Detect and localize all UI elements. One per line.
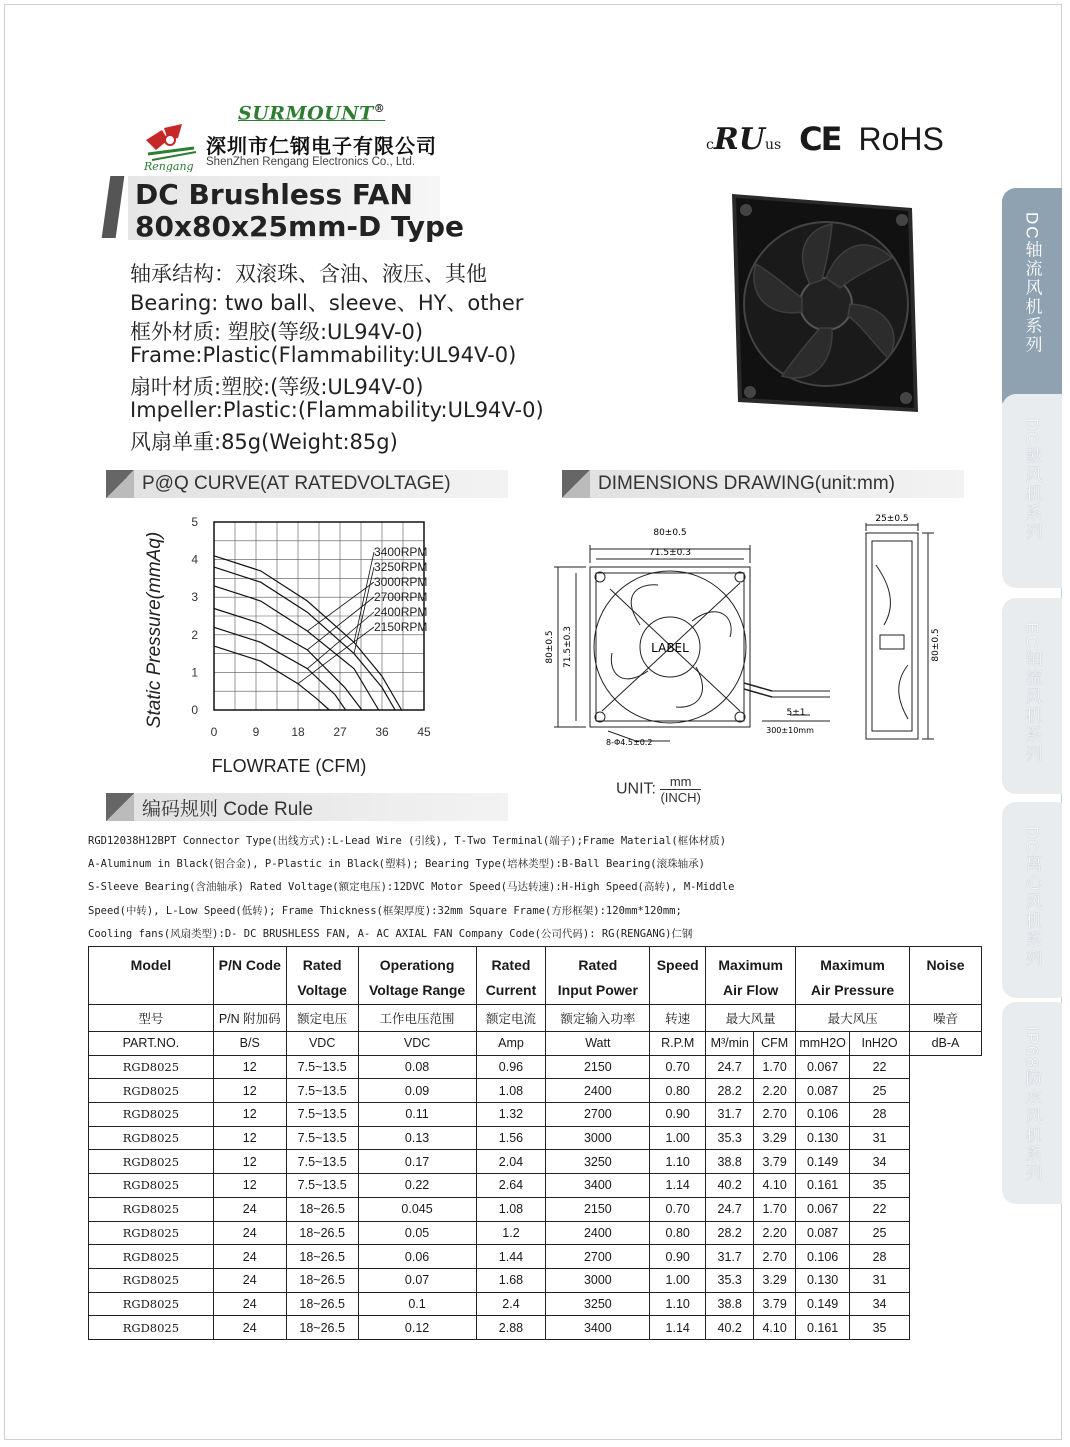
model-cell: RGD8025	[89, 1126, 214, 1150]
table-cell: 2400	[546, 1079, 650, 1103]
table-cell: 2.4	[476, 1292, 546, 1316]
table-cell: 12	[213, 1103, 286, 1127]
company-name-en: ShenZhen Rengang Electronics Co., Ltd.	[206, 156, 416, 168]
table-cell: 12	[213, 1126, 286, 1150]
table-cell: 2150	[546, 1055, 650, 1079]
spec-line: 扇叶材质:塑胶:(等级:UL94V-0)	[130, 375, 424, 399]
table-cell: 0.12	[358, 1316, 476, 1340]
table-cell: 0.149	[796, 1292, 850, 1316]
table-cell: 2.70	[754, 1245, 796, 1269]
code-rule-header: 编码规则 Code Rule	[106, 793, 508, 821]
table-cell: 0.087	[796, 1079, 850, 1103]
table-cell: 1.14	[650, 1316, 706, 1340]
model-cell: RGD8025	[89, 1197, 214, 1221]
model-cell: RGD8025	[89, 1316, 214, 1340]
table-cell: 28.2	[706, 1079, 754, 1103]
code-rule-line: Cooling fans(风扇类型):D- DC BRUSHLESS FAN, A- AC AXIAL FAN Company Code(公司代码): RG(RENGANG)仁钢	[88, 928, 693, 940]
table-cell: 25	[850, 1079, 910, 1103]
tab-dc-axial-fan[interactable]: DC轴流风机系列	[1002, 188, 1062, 414]
unit-note: UNIT: mm (INCH)	[616, 774, 701, 805]
table-cell: 31.7	[706, 1245, 754, 1269]
table-cell: 0.106	[796, 1245, 850, 1269]
table-cell: 0.05	[358, 1221, 476, 1245]
table-cell: 35.3	[706, 1126, 754, 1150]
spec-line: Frame:Plastic(Flammability:UL94V-0)	[130, 343, 517, 367]
table-units-row	[89, 1032, 982, 1056]
table-cell: 35.3	[706, 1268, 754, 1292]
table-cell: 3400	[546, 1174, 650, 1198]
x-tick-label: 36	[375, 725, 389, 739]
unit-cell: mmH2O	[796, 1032, 850, 1056]
table-cell: 0.13	[358, 1126, 476, 1150]
tab-dc-blower[interactable]: DC鼓风机系列	[1002, 394, 1062, 588]
table-cell: 0.08	[358, 1055, 476, 1079]
col-header-voltage-range: Operationg Voltage Range	[358, 947, 476, 1005]
col-header-cn: 转速	[650, 1005, 706, 1032]
table-cell: 0.80	[650, 1221, 706, 1245]
table-cell: 2700	[546, 1245, 650, 1269]
table-cell: 3.29	[754, 1126, 796, 1150]
table-cell: 0.06	[358, 1245, 476, 1269]
table-cell: 34	[850, 1150, 910, 1174]
x-tick-label: 27	[333, 725, 347, 739]
spec-line: Impeller:Plastic:(Flammability:UL94V-0)	[130, 398, 544, 422]
table-cell: 2.04	[476, 1150, 546, 1174]
table-cell: 0.149	[796, 1150, 850, 1174]
table-cell: 0.96	[476, 1055, 546, 1079]
model-cell: RGD8025	[89, 1221, 214, 1245]
table-cell: 0.70	[650, 1055, 706, 1079]
code-rule-line: Speed(中转), L-Low Speed(低转); Frame Thickness(框架厚度):32mm Square Frame(方形框架):120mm*120mm;	[88, 905, 682, 917]
table-cell: 38.8	[706, 1150, 754, 1174]
table-cell: 1.00	[650, 1126, 706, 1150]
spec-line: 框外材质: 塑胶(等级:UL94V-0)	[130, 320, 424, 344]
table-cell: 7.5~13.5	[286, 1079, 358, 1103]
section-marker-icon	[106, 470, 134, 498]
table-cell: 4.10	[754, 1316, 796, 1340]
table-cell: 0.90	[650, 1103, 706, 1127]
table-row	[89, 1245, 982, 1269]
series-line	[214, 646, 329, 710]
table-cell: 28	[850, 1245, 910, 1269]
tab-ec-axial-fan[interactable]: EC轴流风机系列	[1002, 598, 1062, 794]
pq-curve-header: P@Q CURVE(AT RATEDVOLTAGE)	[106, 470, 508, 498]
table-cell: 31	[850, 1268, 910, 1292]
table-cell: 0.087	[796, 1221, 850, 1245]
table-row	[89, 1055, 982, 1079]
col-header-air-pressure: Maximum Air Pressure	[796, 947, 910, 1005]
table-cell: 0.161	[796, 1174, 850, 1198]
table-cell: 0.067	[796, 1197, 850, 1221]
table-cell: 18~26.5	[286, 1268, 358, 1292]
table-cell: 35	[850, 1316, 910, 1340]
dim-top-width: 80±0.5	[653, 528, 687, 538]
table-cell: 1.70	[754, 1055, 796, 1079]
table-cell: 3.79	[754, 1292, 796, 1316]
col-header-pn-code: P/N Code	[213, 947, 286, 1005]
table-cell: 18~26.5	[286, 1292, 358, 1316]
table-cell: 0.130	[796, 1126, 850, 1150]
table-cell: 28.2	[706, 1221, 754, 1245]
table-row	[89, 1316, 982, 1340]
table-cell: 0.70	[650, 1197, 706, 1221]
spec-line: 轴承结构：双滚珠、含油、液压、其他	[130, 262, 487, 286]
col-header-model: Model	[89, 947, 214, 1005]
table-row	[89, 1292, 982, 1316]
table-cell: 4.10	[754, 1174, 796, 1198]
table-cell: 0.80	[650, 1079, 706, 1103]
company-name-cn: 深圳市仁钢电子有限公司	[206, 134, 437, 158]
model-cell: RGD8025	[89, 1268, 214, 1292]
unit-cell: R.P.M	[650, 1032, 706, 1056]
table-cell: 18~26.5	[286, 1197, 358, 1221]
unit-cell: dB-A	[910, 1032, 982, 1056]
unit-cell: Amp	[476, 1032, 546, 1056]
table-cell: 0.07	[358, 1268, 476, 1292]
y-tick-label: 2	[191, 627, 198, 642]
series-label: 2700RPM	[374, 590, 428, 604]
model-cell: RGD8025	[89, 1079, 214, 1103]
unit-cell: VDC	[286, 1032, 358, 1056]
certification-marks	[706, 120, 944, 158]
col-header-input-power: Rated Input Power	[546, 947, 650, 1005]
table-row	[89, 1079, 982, 1103]
table-cell: 3250	[546, 1292, 650, 1316]
y-tick-label: 3	[191, 590, 198, 605]
table-cell: 22	[850, 1055, 910, 1079]
table-cell: 2700	[546, 1103, 650, 1127]
table-body	[89, 1055, 982, 1339]
table-row	[89, 1174, 982, 1198]
ce-cert-mark: CE	[799, 120, 841, 158]
table-cell: 0.045	[358, 1197, 476, 1221]
unit-cell: PART.NO.	[89, 1032, 214, 1056]
table-cell: 24	[213, 1292, 286, 1316]
col-header-cn: 工作电压范围	[358, 1005, 476, 1032]
dim-inner-height: 71.5±0.3	[563, 626, 573, 668]
table-cell: 38.8	[706, 1292, 754, 1316]
dimension-drawing	[540, 505, 960, 755]
table-cell: 0.09	[358, 1079, 476, 1103]
table-row	[89, 1103, 982, 1127]
table-row	[89, 1221, 982, 1245]
table-cell: 1.14	[650, 1174, 706, 1198]
product-title: DC Brushless FAN	[135, 178, 413, 211]
series-label: 2400RPM	[374, 605, 428, 619]
table-cell: 1.00	[650, 1268, 706, 1292]
table-row	[89, 1126, 982, 1150]
table-cell: 40.2	[706, 1316, 754, 1340]
ul-cert-mark: cRUus	[706, 121, 782, 157]
table-row	[89, 1150, 982, 1174]
table-row	[89, 1268, 982, 1292]
series-label: 3400RPM	[374, 545, 428, 559]
spec-line: Bearing: two ball、sleeve、HY、other	[130, 291, 524, 315]
table-cell: 2.20	[754, 1079, 796, 1103]
unit-cell: InH2O	[850, 1032, 910, 1056]
series-label: 3000RPM	[374, 575, 428, 589]
col-header-cn: 最大风量	[706, 1005, 796, 1032]
table-cell: 0.106	[796, 1103, 850, 1127]
table-cell: 24.7	[706, 1197, 754, 1221]
y-axis-label: Static Pressure(mmAq)	[144, 531, 165, 729]
table-cell: 0.17	[358, 1150, 476, 1174]
model-cell: RGD8025	[89, 1292, 214, 1316]
table-cell: 1.10	[650, 1292, 706, 1316]
table-cell: 24	[213, 1245, 286, 1269]
table-cell: 22	[850, 1197, 910, 1221]
y-tick-label: 4	[191, 552, 198, 567]
table-cell: 0.067	[796, 1055, 850, 1079]
section-marker-icon	[106, 793, 134, 821]
dim-height: 80±0.5	[545, 630, 555, 664]
col-header-air-flow: Maximum Air Flow	[706, 947, 796, 1005]
table-cell: 7.5~13.5	[286, 1174, 358, 1198]
col-header-cn: 最大风压	[796, 1005, 910, 1032]
table-cell: 12	[213, 1055, 286, 1079]
table-cell: 18~26.5	[286, 1221, 358, 1245]
col-header-speed: Speed	[650, 947, 706, 1005]
dim-lead-strip: 5±1	[786, 708, 806, 718]
table-header-row	[89, 947, 982, 1005]
series-label: 3250RPM	[374, 560, 428, 574]
table-cell: 24.7	[706, 1055, 754, 1079]
table-cell: 0.22	[358, 1174, 476, 1198]
dim-side-depth: 25±0.5	[875, 514, 909, 524]
x-tick-label: 9	[252, 725, 260, 739]
spec-line: 风扇单重:85g(Weight:85g)	[130, 430, 398, 454]
table-cell: 24	[213, 1316, 286, 1340]
code-rule-line: RGD12038H12BPT Connector Type(出线方式):L-Lead Wire (引线), T-Two Terminal(端子);Frame Material(框体材质)	[88, 835, 727, 847]
col-header-cn: 额定电流	[476, 1005, 546, 1032]
model-cell: RGD8025	[89, 1055, 214, 1079]
table-cell: 1.10	[650, 1150, 706, 1174]
section-marker-icon	[562, 470, 590, 498]
unit-cell: M³/min	[706, 1032, 754, 1056]
table-cell: 1.56	[476, 1126, 546, 1150]
pq-curve-chart	[130, 505, 490, 785]
table-cell: 2400	[546, 1221, 650, 1245]
table-cell: 1.08	[476, 1197, 546, 1221]
table-cell: 18~26.5	[286, 1245, 358, 1269]
table-cell: 0.130	[796, 1268, 850, 1292]
table-cell: 3000	[546, 1268, 650, 1292]
table-cell: 24	[213, 1221, 286, 1245]
x-tick-label: 45	[417, 725, 431, 739]
col-header-cn: 噪音	[910, 1005, 982, 1032]
series-label: 2150RPM	[374, 620, 428, 634]
col-header-rated-voltage: Rated Voltage	[286, 947, 358, 1005]
model-cell: RGD8025	[89, 1245, 214, 1269]
table-cell: 18~26.5	[286, 1316, 358, 1340]
col-header-rated-current: Rated Current	[476, 947, 546, 1005]
code-rule-line: S-Sleeve Bearing(含油轴承) Rated Voltage(额定电压):12DVC Motor Speed(马达转速):H-High Speed(高转), M-Middle	[88, 881, 735, 893]
col-header-cn: 型号	[89, 1005, 214, 1032]
x-tick-label: 0	[210, 725, 218, 739]
table-cell: 1.70	[754, 1197, 796, 1221]
dim-holes: 8-Φ4.5±0.2	[606, 738, 653, 747]
table-cell: 7.5~13.5	[286, 1103, 358, 1127]
table-cell: 7.5~13.5	[286, 1055, 358, 1079]
fan-product-photo	[722, 188, 928, 418]
rohs-cert-mark: RoHS	[858, 120, 944, 157]
dim-side-height: 80±0.5	[931, 628, 941, 662]
dim-inner-width: 71.5±0.3	[649, 548, 691, 558]
table-row	[89, 1197, 982, 1221]
table-cell: 12	[213, 1150, 286, 1174]
tab-ip68-waterproof-fan[interactable]: IP68防水风机系列	[1002, 1002, 1062, 1204]
table-cell: 12	[213, 1174, 286, 1198]
col-header-cn: 额定输入功率	[546, 1005, 650, 1032]
y-tick-label: 0	[191, 703, 198, 717]
table-cell: 35	[850, 1174, 910, 1198]
x-tick-label: 18	[291, 725, 305, 739]
table-cell: 7.5~13.5	[286, 1150, 358, 1174]
spec-table	[88, 946, 982, 1340]
company-logo	[142, 120, 200, 172]
brand-name: SURMOUNT®	[238, 102, 386, 125]
table-cell: 1.08	[476, 1079, 546, 1103]
table-cell: 28	[850, 1103, 910, 1127]
table-header-cn-row	[89, 1005, 982, 1032]
table-cell: 1.44	[476, 1245, 546, 1269]
pn-code-cell: B/S	[213, 1032, 286, 1056]
model-cell: RGD8025	[89, 1103, 214, 1127]
dim-lead-length: 300±10mm	[766, 726, 814, 735]
table-cell: 12	[213, 1079, 286, 1103]
dim-label: LABEL	[651, 641, 689, 655]
table-cell: 0.1	[358, 1292, 476, 1316]
table-cell: 2.64	[476, 1174, 546, 1198]
table-cell: 0.161	[796, 1316, 850, 1340]
model-cell: RGD8025	[89, 1150, 214, 1174]
table-cell: 2.70	[754, 1103, 796, 1127]
table-cell: 0.90	[650, 1245, 706, 1269]
table-cell: 25	[850, 1221, 910, 1245]
table-cell: 3.29	[754, 1268, 796, 1292]
table-cell: 31.7	[706, 1103, 754, 1127]
y-tick-label: 1	[191, 665, 198, 680]
table-cell: 24	[213, 1197, 286, 1221]
table-cell: 2.20	[754, 1221, 796, 1245]
svg-text:Rengang: Rengang	[144, 160, 194, 172]
table-cell: 2150	[546, 1197, 650, 1221]
col-header-cn: P/N 附加码	[213, 1005, 286, 1032]
table-cell: 1.68	[476, 1268, 546, 1292]
product-subtitle: 80x80x25mm-D Type	[135, 210, 465, 243]
table-cell: 31	[850, 1126, 910, 1150]
table-cell: 24	[213, 1268, 286, 1292]
table-cell: 34	[850, 1292, 910, 1316]
table-cell: 3400	[546, 1316, 650, 1340]
table-cell: 3000	[546, 1126, 650, 1150]
table-cell: 40.2	[706, 1174, 754, 1198]
col-header-cn: 额定电压	[286, 1005, 358, 1032]
unit-cell: Watt	[546, 1032, 650, 1056]
x-axis-label: FLOWRATE (CFM)	[211, 756, 367, 776]
table-cell: 1.2	[476, 1221, 546, 1245]
tab-dc-centrifugal-fan[interactable]: DC离心风机系列	[1002, 802, 1062, 998]
col-header-noise: Noise	[910, 947, 982, 1005]
series-leader-line	[298, 627, 374, 684]
table-cell: 0.11	[358, 1103, 476, 1127]
table-cell: 2.88	[476, 1316, 546, 1340]
code-rule-line: A-Aluminum in Black(铝合金), P-Plastic in Black(塑料); Bearing Type(培林类型):B-Ball Bearing(滚珠轴承)	[88, 858, 705, 870]
dimensions-header: DIMENSIONS DRAWING(unit:mm)	[562, 470, 964, 498]
y-tick-label: 5	[191, 515, 198, 529]
table-cell: 1.32	[476, 1103, 546, 1127]
unit-cell: CFM	[754, 1032, 796, 1056]
model-cell: RGD8025	[89, 1174, 214, 1198]
table-cell: 3.79	[754, 1150, 796, 1174]
table-cell: 3250	[546, 1150, 650, 1174]
table-cell: 7.5~13.5	[286, 1126, 358, 1150]
unit-cell: VDC	[358, 1032, 476, 1056]
